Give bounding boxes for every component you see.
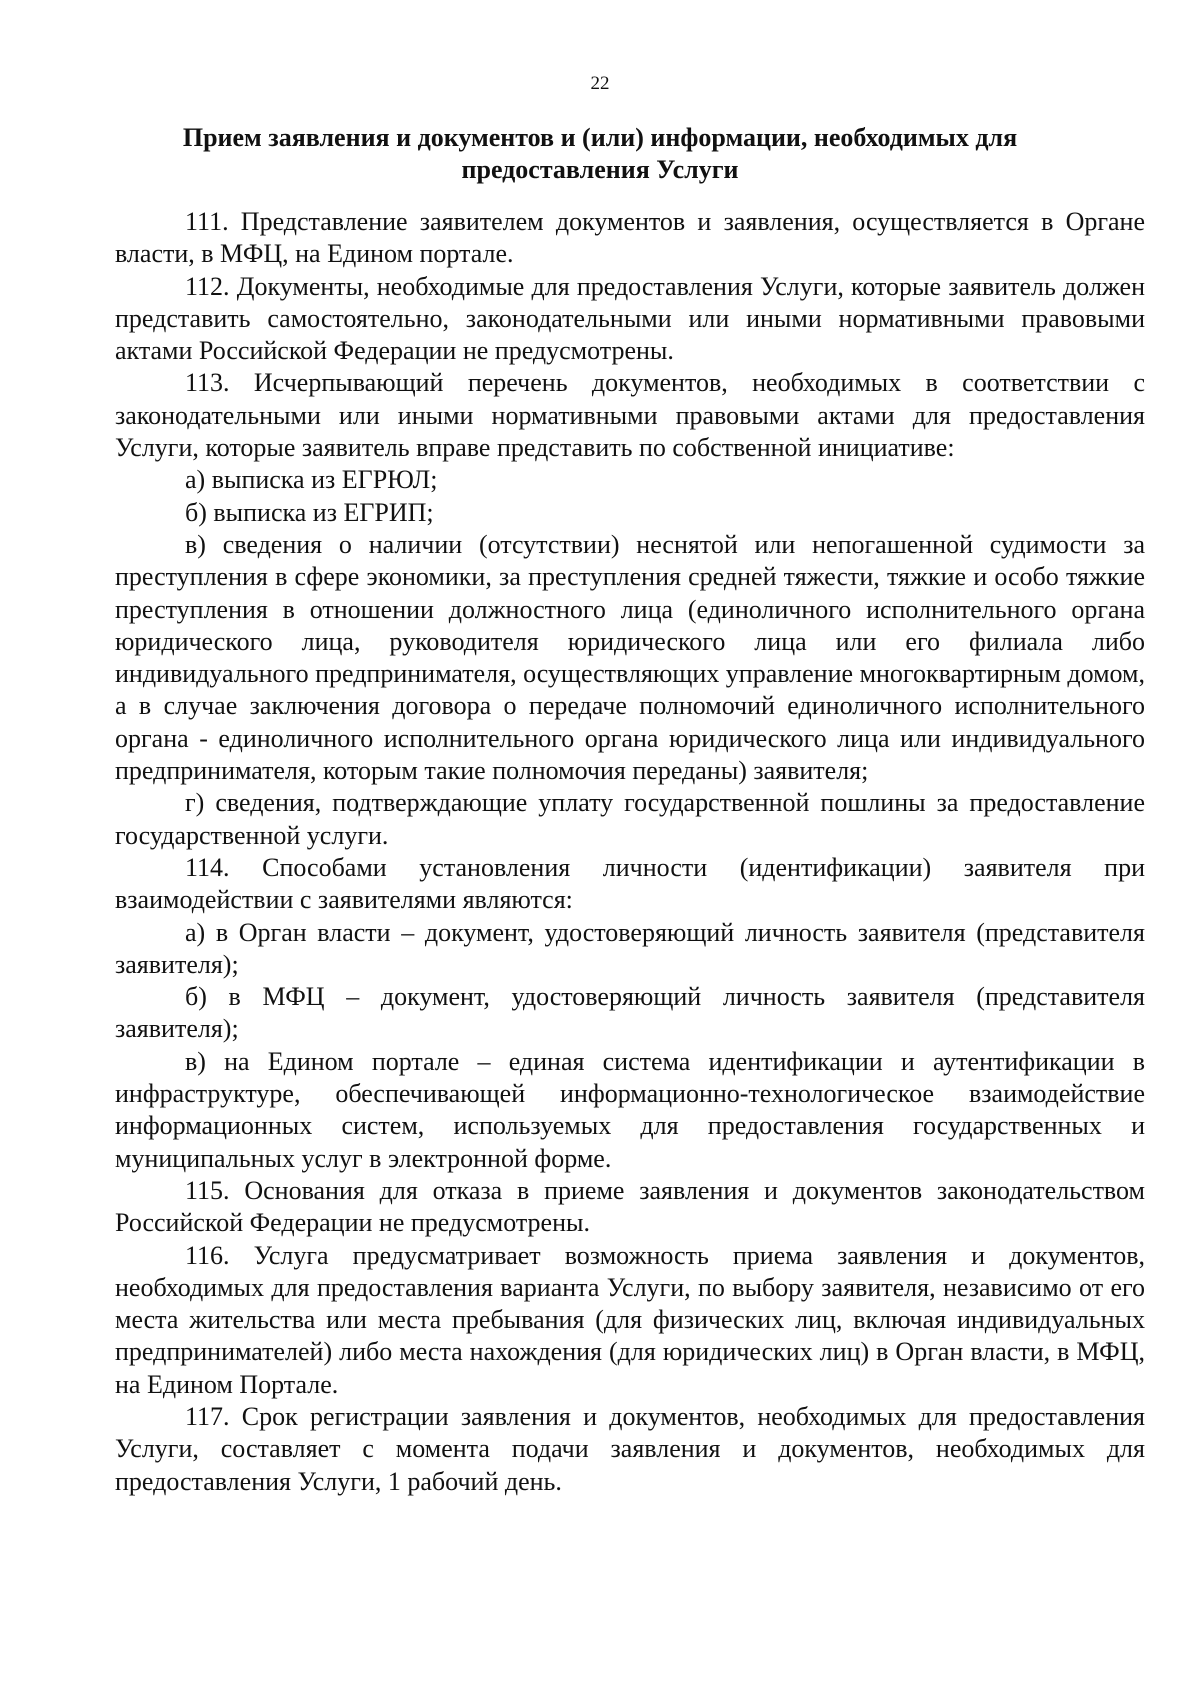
paragraph-114-item-a: а) в Орган власти – документ, удостоверяющий личность заявителя (представителя заявителя);	[115, 917, 1145, 979]
document-body	[115, 206, 1145, 1498]
paragraph-114-item-v: в) на Едином портале – единая система идентификации и аутентификации в инфраструктуре, обеспечивающей информационно-технологическое взаимодействие информационных систем, используемых для предоставления государственных и муниципальных услуг в электронной форме.	[115, 1046, 1145, 1173]
paragraph-111: 111. Представление заявителем документов и заявления, осуществляется в Органе власти, в МФЦ, на Едином портале.	[115, 207, 1145, 269]
paragraph-113: 113. Исчерпывающий перечень документов, необходимых в соответствии с законодательными или иными нормативными правовыми актами для предоставления Услуги, которые заявитель вправе представить по собственной инициативе:	[115, 368, 1145, 463]
paragraph-113-item-a: а) выписка из ЕГРЮЛ;	[185, 465, 438, 495]
paragraph-113-item-b: б) выписка из ЕГРИП;	[185, 497, 434, 527]
paragraph-117: 117. Срок регистрации заявления и документов, необходимых для предоставления Услуги, составляет с момента подачи заявления и документов, необходимых для предоставления Услуги, 1 рабочий день.	[115, 1401, 1145, 1496]
paragraph-114-item-b: б) в МФЦ – документ, удостоверяющий личность заявителя (представителя заявителя);	[115, 982, 1145, 1044]
paragraph-113-item-g: г) сведения, подтверждающие уплату государственной пошлины за предоставление государственной услуги.	[115, 788, 1145, 850]
paragraph-116: 116. Услуга предусматривает возможность приема заявления и документов, необходимых для предоставления варианта Услуги, по выбору заявителя, независимо от его места жительства или места пребывания (для физических лиц, включая индивидуальных предпринимателей) либо места нахождения (для юридических лиц) в Орган власти, в МФЦ, на Едином Портале.	[115, 1240, 1145, 1399]
section-heading: Прием заявления и документов и (или) информации, необходимых для предоставления Услуги	[182, 123, 1018, 184]
page-number: 22	[590, 73, 610, 94]
paragraph-112: 112. Документы, необходимые для предоставления Услуги, которые заявитель должен представить самостоятельно, законодательными или иными нормативными правовыми актами Российской Федерации не предусмотрены.	[115, 271, 1145, 366]
paragraph-113-item-v: в) сведения о наличии (отсутствии) неснятой или непогашенной судимости за преступления в сфере экономики, за преступления средней тяжести, тяжкие и особо тяжкие преступления в отношении должностного лица (единоличного исполнительного органа юридического лица, руководителя юридического лица или его филиала либо индивидуального предпринимателя, осуществляющих управление многоквартирным домом, а в случае заключения договора о передаче полномочий единоличного исполнительного органа - единоличного исполнительного органа юридического лица или индивидуального предпринимателя, которым такие полномочия переданы) заявителя;	[115, 529, 1145, 786]
paragraph-114: 114. Способами установления личности (идентификации) заявителя при взаимодействии с заявителями являются:	[115, 852, 1145, 915]
paragraph-115: 115. Основания для отказа в приеме заявления и документов законодательством Российской Федерации не предусмотрены.	[115, 1175, 1145, 1238]
